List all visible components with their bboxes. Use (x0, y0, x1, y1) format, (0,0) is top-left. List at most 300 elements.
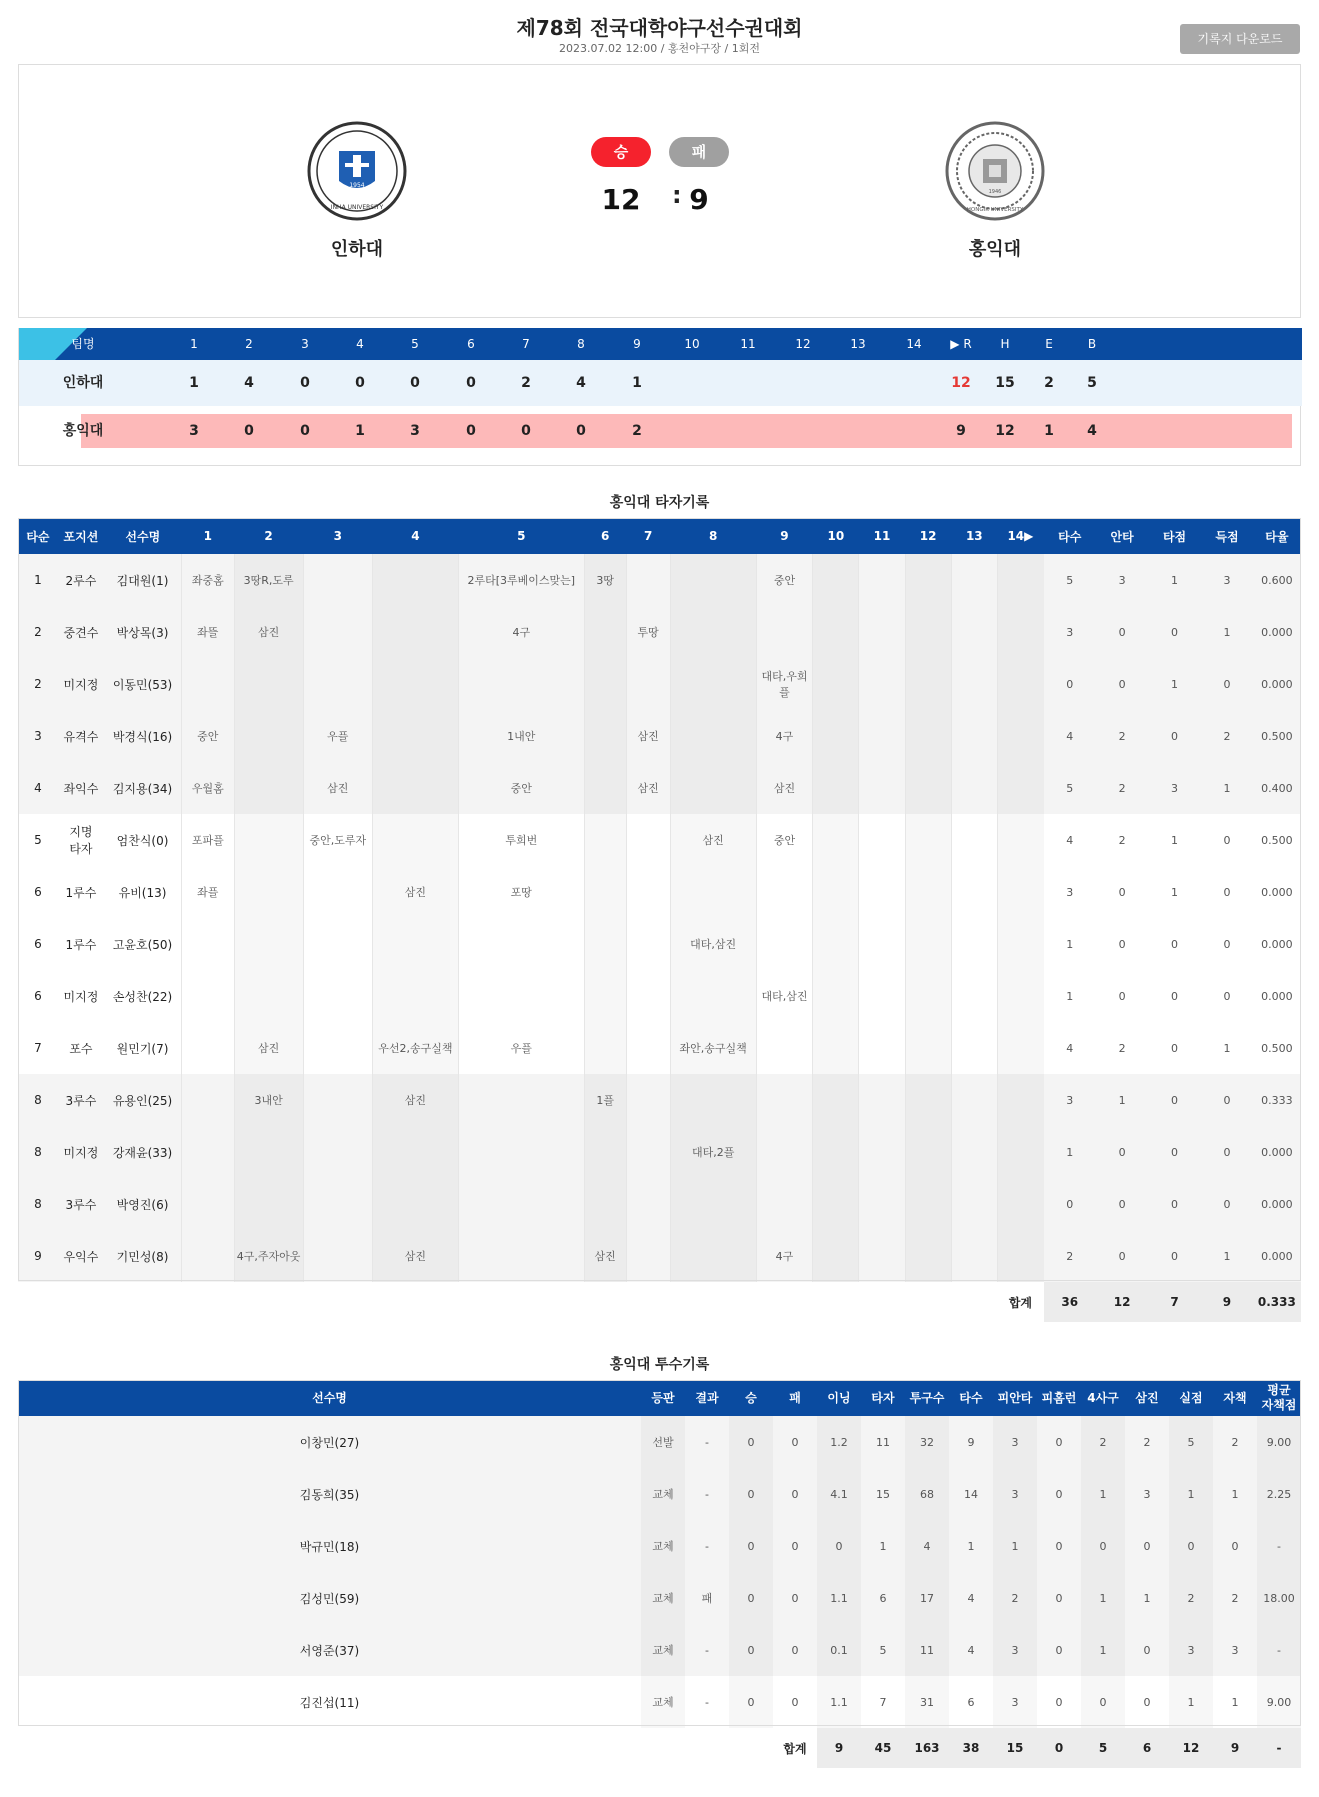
inning-result (813, 1230, 859, 1282)
batting-stat-h: 1 (1096, 1074, 1148, 1126)
pitching-stat: - (685, 1624, 729, 1676)
inning-result (584, 658, 626, 710)
batting-stat-avg: 0.000 (1253, 658, 1300, 710)
inning-result: 투희번 (458, 814, 584, 866)
pitching-total: 38 (949, 1728, 993, 1768)
inning-result (859, 554, 905, 606)
pitching-stat: 68 (905, 1468, 949, 1520)
pitching-stat: 0 (1125, 1520, 1169, 1572)
linescore-cell: 5 (1087, 375, 1097, 391)
inning-result (458, 658, 584, 710)
header-text: 피안타 (997, 1390, 1033, 1405)
linescore-cell: 1 (355, 423, 365, 439)
batting-stat-ab: 2 (1044, 1230, 1096, 1282)
inning-result (626, 918, 670, 970)
batting-order: 2 (18, 606, 58, 658)
inning-result: 3땅 (584, 554, 626, 606)
batting-stat-rbi: 0 (1171, 1041, 1179, 1055)
inning-result (951, 866, 997, 918)
batting-stat-h: 0 (1096, 658, 1148, 710)
inning-result: 포파플 (182, 814, 234, 866)
inning-result (813, 762, 859, 814)
batting-stat-ab: 1 (1066, 989, 1074, 1003)
inning-result (905, 1074, 951, 1126)
inning-result (584, 762, 626, 814)
batting-header-cell: 1 (182, 518, 234, 554)
pitching-stat: 교체 (641, 1676, 685, 1728)
linescore-cell: 9 (956, 423, 966, 439)
batting-stat-ab: 0 (1044, 1178, 1096, 1230)
batting-stat-avg: 0.000 (1253, 1178, 1300, 1230)
header-text: 타수 (959, 1390, 983, 1405)
inning-result (859, 918, 905, 970)
batting-header-cell: 5 (458, 518, 584, 554)
batting-stat-h: 2 (1096, 710, 1148, 762)
batting-position (58, 1074, 104, 1126)
batting-stat-r: 2 (1201, 710, 1253, 762)
download-scoresheet-button[interactable]: 기록지 다운로드 (1180, 24, 1300, 54)
inning-result (905, 710, 951, 762)
inning-result: 삼진 (756, 762, 813, 814)
batting-header-cell: 10 (813, 518, 859, 554)
inning-result (997, 866, 1043, 918)
batting-row (18, 606, 1301, 658)
inning-result (859, 970, 905, 1022)
linescore-cell (894, 360, 934, 406)
batting-stat-h: 0 (1096, 1230, 1148, 1282)
inning-result: 3내안 (234, 1074, 303, 1126)
header-text: 승 (745, 1390, 757, 1405)
linescore-header-cell: 12 (795, 337, 811, 351)
inning-result (951, 1230, 997, 1282)
inning-result: 우선2,송구실책 (372, 1022, 458, 1074)
inning-result (813, 606, 859, 658)
batting-stat-r: 0 (1201, 658, 1253, 710)
inning-result: 삼진 (584, 1230, 626, 1282)
linescore-cell: 0 (300, 375, 310, 391)
totals-spacer (18, 1728, 773, 1768)
linescore-header-cell: 3 (301, 337, 309, 351)
inning-result: 삼진 (234, 606, 303, 658)
batting-order: 8 (18, 1178, 58, 1230)
header-text: 등판 (651, 1390, 675, 1405)
inning-result (670, 710, 756, 762)
batting-total-ab: 36 (1044, 1282, 1096, 1322)
batting-order: 8 (18, 1126, 58, 1178)
batter-name: 엄찬식(0) (116, 833, 169, 848)
inning-result (813, 710, 859, 762)
batting-order: 1 (18, 554, 58, 606)
pitching-stat: 5 (861, 1624, 905, 1676)
batting-stat-avg: 0.333 (1253, 1074, 1300, 1126)
position-text: 우익수 (63, 1249, 99, 1264)
pitching-total: 9 (1213, 1728, 1257, 1768)
inning-result: 4구 (756, 710, 813, 762)
inning-result (303, 606, 372, 658)
inning-result (997, 1126, 1043, 1178)
pitcher-name: 이창민(27) (18, 1416, 641, 1468)
inning-result (182, 1230, 234, 1282)
batting-order: 5 (34, 833, 42, 847)
batting-total-avg: 0.333 (1253, 1282, 1300, 1322)
pitcher-name: 김성민(59) (18, 1572, 641, 1624)
batting-header-cell: 4 (372, 518, 458, 554)
batting-order: 3 (18, 710, 58, 762)
pitching-row (18, 1520, 1301, 1572)
inning-result: 우플 (303, 710, 372, 762)
pitching-header-cell (1081, 1380, 1125, 1416)
pitching-header-cell (773, 1380, 817, 1416)
batter-name: 유비(13) (118, 885, 167, 900)
pitching-section-title: 홍익대 투수기록 (609, 1357, 710, 1373)
svg-text:INHA UNIVERSITY: INHA UNIVERSITY (330, 204, 384, 211)
inning-result: 대타,우희플 (756, 658, 813, 710)
inning-result (234, 1178, 303, 1230)
linescore-header-cell: 14 (906, 337, 922, 351)
pitching-stat: 5 (1169, 1416, 1213, 1468)
pitching-header-cell (861, 1380, 905, 1416)
inning-result (670, 866, 756, 918)
pitcher-name: 김진섭(11) (299, 1695, 360, 1710)
inning-result: 좌중홈 (182, 554, 234, 606)
inning-result: 4구 (458, 606, 584, 658)
batting-row (18, 1022, 1301, 1074)
pitching-stat: 17 (905, 1572, 949, 1624)
pitching-stat: 0 (1125, 1624, 1169, 1676)
batting-order: 6 (34, 989, 42, 1003)
header-text: 결과 (695, 1390, 719, 1405)
inning-result (584, 1126, 626, 1178)
pitching-stat: 6 (967, 1695, 975, 1709)
batting-stat-rbi: 1 (1171, 833, 1179, 847)
header-text: 자책 (1223, 1390, 1247, 1405)
pitching-stat: 1.2 (817, 1416, 861, 1468)
pitching-stat: 2 (993, 1572, 1037, 1624)
inning-result (813, 1126, 859, 1178)
inning-result (626, 554, 670, 606)
inning-result (584, 918, 626, 970)
linescore-header-cell: B (1087, 337, 1097, 351)
linescore-cell (783, 414, 823, 448)
inning-result: 중안 (756, 814, 813, 866)
pitching-stat: 3 (993, 1416, 1037, 1468)
batting-stat-r: 0 (1223, 989, 1231, 1003)
hongik-emblem-icon (945, 121, 1045, 221)
batting-position (58, 710, 104, 762)
header-text: 삼진 (1135, 1390, 1159, 1405)
inning-result (859, 1022, 905, 1074)
batting-row (18, 970, 1301, 1022)
batter-name: 김대원(1) (104, 554, 182, 606)
batting-stat-h: 0 (1096, 1178, 1148, 1230)
pitching-header-cell (1257, 1380, 1301, 1416)
batting-position (58, 658, 104, 710)
position-text: 좌익수 (63, 781, 99, 796)
batting-header-cell: 포지션 (58, 518, 104, 554)
pitching-stat: 교체 (641, 1624, 685, 1676)
pitching-stat: 1 (861, 1520, 905, 1572)
inning-result (905, 1126, 951, 1178)
batting-stat-avg: 0.000 (1253, 1230, 1300, 1282)
batting-stat-r: 1 (1201, 606, 1253, 658)
inning-result (458, 1178, 584, 1230)
position-text: 1루수 (65, 937, 97, 952)
linescore-cell (672, 360, 712, 406)
batting-position (58, 814, 104, 866)
linescore-cell: 1 (632, 375, 642, 391)
position-text: 1루수 (65, 885, 97, 900)
batting-row (18, 1126, 1301, 1178)
pitching-stat: 1 (993, 1520, 1037, 1572)
page-title: 제78회 전국대학야구선수권대회 (516, 16, 803, 40)
batting-position (58, 762, 104, 814)
batting-stat-r: 1 (1223, 1041, 1231, 1055)
inning-result: 삼진 (372, 1074, 458, 1126)
pitching-total: 5 (1081, 1728, 1125, 1768)
pitching-stat: 1 (1081, 1572, 1125, 1624)
pitching-stat: 0 (1037, 1520, 1081, 1572)
inning-result (756, 918, 813, 970)
batting-stat-r: 1 (1201, 1230, 1253, 1282)
batting-position (58, 918, 104, 970)
pitching-stat: 3 (1213, 1624, 1257, 1676)
pitching-header-cell (1125, 1380, 1169, 1416)
batting-order: 7 (34, 1041, 42, 1055)
batting-row (18, 554, 1301, 606)
linescore-header-cell: E (1045, 337, 1053, 351)
pitching-stat: 0 (773, 1416, 817, 1468)
position-text: 미지정 (63, 677, 99, 692)
pitching-stat: 1 (1169, 1468, 1213, 1520)
batting-total-rbi: 7 (1148, 1282, 1200, 1322)
batting-stat-avg: 0.000 (1261, 885, 1293, 899)
header-text: 4사구 (1087, 1390, 1119, 1405)
inning-result (626, 1074, 670, 1126)
pitcher-name: 김동희(35) (18, 1468, 641, 1520)
inning-result (372, 814, 458, 866)
linescore-header (19, 328, 1302, 360)
inning-result (813, 1178, 859, 1230)
header-text: 선수명 (312, 1390, 347, 1405)
position-text: 중견수 (63, 625, 99, 640)
batting-row (18, 918, 1301, 970)
inning-result (997, 710, 1043, 762)
team-name-cell: 홍익대 (62, 423, 104, 439)
inning-result (756, 606, 813, 658)
position-text: 3루수 (65, 1093, 97, 1108)
batting-header-cell: 9 (756, 518, 813, 554)
pitching-total: 45 (861, 1728, 905, 1768)
inning-result (859, 866, 905, 918)
inning-result: 삼진 (372, 866, 458, 918)
batting-order: 9 (18, 1230, 58, 1282)
linescore-cell: 4 (1087, 423, 1097, 439)
inning-result (905, 918, 951, 970)
svg-text:1954: 1954 (349, 182, 365, 189)
inning-result: 중안 (182, 710, 234, 762)
pitching-stat: 0 (729, 1572, 773, 1624)
batting-stat-ab: 5 (1044, 554, 1096, 606)
header-text: 이닝 (827, 1390, 851, 1405)
header-text: 투구수 (909, 1390, 945, 1405)
inning-result (859, 1178, 905, 1230)
batting-stat-ab: 3 (1044, 606, 1096, 658)
inning-result (372, 970, 458, 1022)
linescore-cell (728, 360, 768, 406)
batting-header-cell: 7 (626, 518, 670, 554)
pitching-header-cell (729, 1380, 773, 1416)
pitching-stat: 0 (1081, 1520, 1125, 1572)
inning-result: 대타,삼진 (670, 918, 756, 970)
batter-name: 박상목(3) (104, 606, 182, 658)
batting-order: 6 (34, 885, 42, 899)
svg-text:1946: 1946 (988, 189, 1002, 195)
inning-result (303, 866, 372, 918)
batting-order: 4 (18, 762, 58, 814)
linescore-cell: 4 (576, 375, 586, 391)
batting-position (58, 1022, 104, 1074)
pitching-header-cell (1213, 1380, 1257, 1416)
pitching-stat: 4 (949, 1624, 993, 1676)
inning-result (997, 762, 1043, 814)
pitching-stat: 9.00 (1257, 1416, 1301, 1468)
inning-result (234, 970, 303, 1022)
batting-stat-h: 0 (1118, 989, 1126, 1003)
pitching-stat: 1 (1231, 1695, 1239, 1709)
inning-result (859, 658, 905, 710)
inning-result (997, 970, 1043, 1022)
batting-stat-ab: 1 (1044, 1126, 1096, 1178)
batting-header-cell: 12 (905, 518, 951, 554)
linescore-header-cell: 11 (740, 337, 756, 351)
inning-result (234, 762, 303, 814)
inning-result (584, 970, 626, 1022)
inning-result (584, 866, 626, 918)
linescore-cell: 3 (410, 423, 420, 439)
inning-result (997, 1074, 1043, 1126)
linescore-header-cell: 4 (356, 337, 364, 351)
inning-result (905, 1022, 951, 1074)
batting-stat-avg: 0.000 (1261, 937, 1293, 951)
batting-header-cell: 11 (859, 518, 905, 554)
inning-result (670, 1230, 756, 1282)
inning-result: 삼진 (372, 1230, 458, 1282)
pitching-stat: 2 (1213, 1572, 1257, 1624)
inning-result: 3땅R,도루 (234, 554, 303, 606)
batter-name: 유용인(25) (104, 1074, 182, 1126)
pitching-total: 163 (905, 1728, 949, 1768)
pitching-stat: 0 (729, 1520, 773, 1572)
batting-header-cell: 타수 (1044, 518, 1096, 554)
inning-result (234, 710, 303, 762)
pitching-stat: 7 (879, 1695, 887, 1709)
inning-result: 4구 (756, 1230, 813, 1282)
inning-result (951, 814, 997, 866)
linescore-cell (783, 360, 823, 406)
inning-result (303, 1126, 372, 1178)
batting-row (18, 1074, 1301, 1126)
batting-stat-ab: 5 (1044, 762, 1096, 814)
batting-stat-avg: 0.400 (1253, 762, 1300, 814)
linescore-header-cell: 2 (245, 337, 253, 351)
linescore-header-cell: 6 (467, 337, 475, 351)
pitching-stat: - (1257, 1520, 1301, 1572)
batting-header-cell: 득점 (1201, 518, 1253, 554)
inning-result (584, 606, 626, 658)
batting-row (18, 762, 1301, 814)
batting-stat-rbi: 0 (1171, 937, 1179, 951)
batting-row (18, 814, 1301, 866)
inning-result (182, 1074, 234, 1126)
inning-result: 대타,삼진 (756, 970, 813, 1022)
pitching-stat: 4.1 (817, 1468, 861, 1520)
totals-label: 합계 (783, 1741, 807, 1756)
header-text: 타자 (871, 1390, 895, 1405)
inning-result: 좌뜰 (182, 606, 234, 658)
inning-result: 1내안 (458, 710, 584, 762)
inning-result (584, 814, 626, 866)
linescore-row-home (19, 360, 1302, 406)
pitching-stat: 2.25 (1257, 1468, 1301, 1520)
pitching-stat: 패 (685, 1572, 729, 1624)
pitching-stat: 0 (817, 1520, 861, 1572)
inning-result (372, 1126, 458, 1178)
pitching-stat: 2 (1125, 1416, 1169, 1468)
pitcher-name: 박규민(18) (18, 1520, 641, 1572)
pitching-stat: 9 (949, 1416, 993, 1468)
pitching-header-cell (685, 1380, 729, 1416)
inning-result: 우월홈 (182, 762, 234, 814)
batting-header-cell: 타율 (1253, 518, 1300, 554)
inning-result (234, 658, 303, 710)
batting-stat-r: 1 (1201, 762, 1253, 814)
batting-header-cell: 선수명 (104, 518, 182, 554)
linescore-row-away (19, 414, 1302, 460)
batting-stat-avg: 0.000 (1253, 606, 1300, 658)
inning-result (859, 762, 905, 814)
inning-result (813, 814, 859, 866)
inning-result (951, 1074, 997, 1126)
linescore-cell: 0 (466, 375, 476, 391)
inning-result (458, 970, 584, 1022)
batting-header-cell: 13 (951, 518, 997, 554)
inning-result (951, 762, 997, 814)
inning-result (670, 1178, 756, 1230)
batting-stat-avg: 0.500 (1261, 1041, 1293, 1055)
inning-result (303, 554, 372, 606)
header-text: 패 (789, 1390, 801, 1405)
home-team-name: 인하대 (330, 239, 384, 260)
batting-stat-r: 0 (1201, 1126, 1253, 1178)
pitching-stat: 0 (773, 1468, 817, 1520)
batting-stat-rbi: 0 (1148, 1230, 1200, 1282)
batting-order: 8 (18, 1074, 58, 1126)
inning-result (372, 710, 458, 762)
pitching-stat: 2 (1213, 1416, 1257, 1468)
header-text: 자책점 (1261, 1398, 1297, 1412)
inning-result (951, 1022, 997, 1074)
batter-name: 박영진(6) (104, 1178, 182, 1230)
inning-result (626, 866, 670, 918)
position-text: 포수 (69, 1041, 93, 1056)
inning-result (813, 970, 859, 1022)
position-text: 지명 (69, 825, 93, 839)
inning-result (372, 658, 458, 710)
inning-result (951, 606, 997, 658)
batting-row (18, 1178, 1301, 1230)
inning-result: 삼진 (303, 762, 372, 814)
pitching-table (18, 1380, 1301, 1768)
